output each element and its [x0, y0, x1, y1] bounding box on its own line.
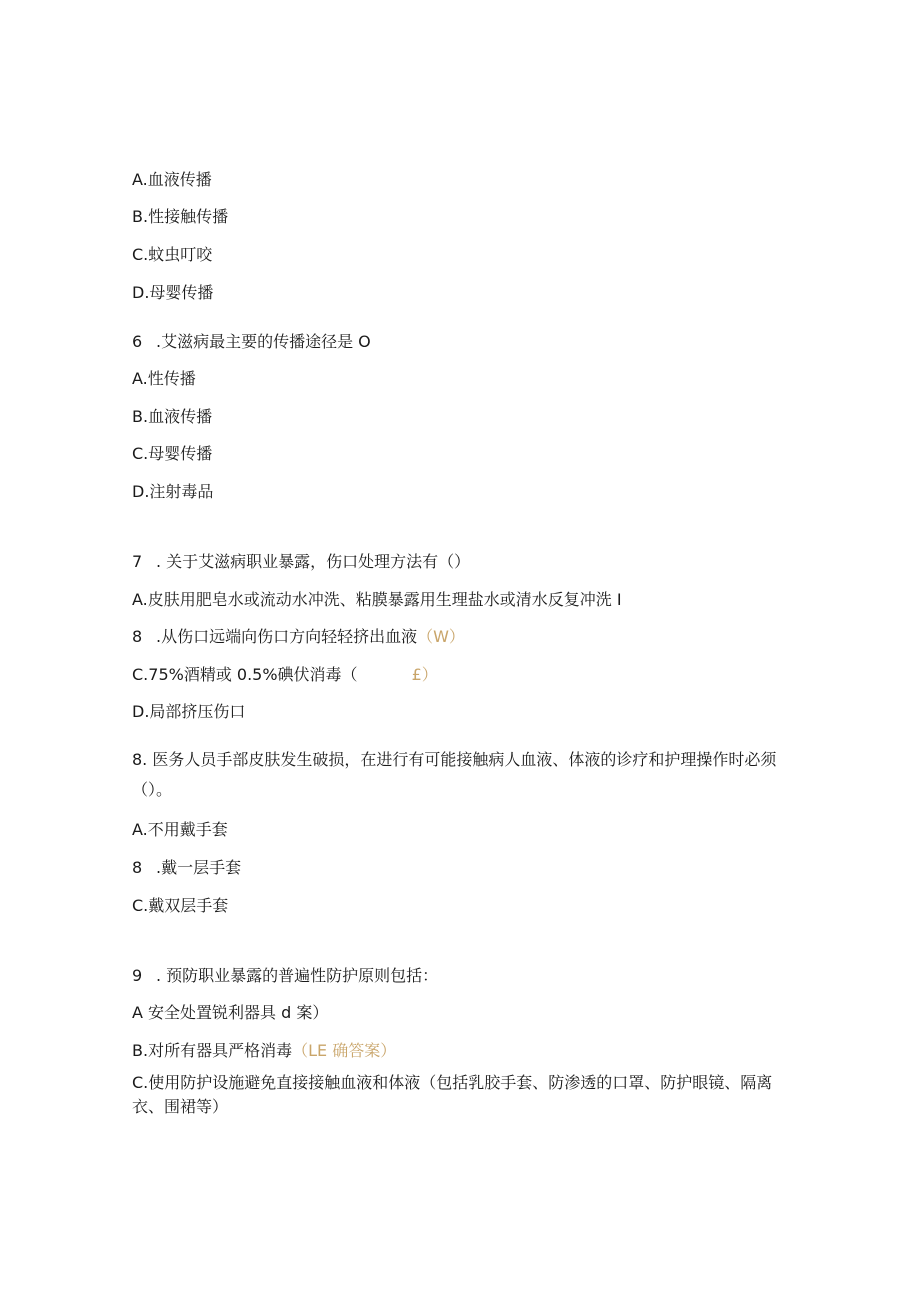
q9-option-a: A 安全处置锐利器具 d 案） — [132, 1003, 329, 1022]
q7-option-b-number: 8 — [132, 627, 143, 646]
q6-number: 6 — [132, 332, 143, 351]
q5-option-a: A.血液传播 — [132, 170, 212, 189]
q7-option-c-text: C.75%酒精或 0.5%碘伏消毒（ — [132, 665, 358, 684]
q8-option-b-number: 8 — [132, 858, 143, 877]
q9-option-b-text: B.对所有器具严格消毒 — [132, 1041, 293, 1060]
q9-number: 9 — [132, 966, 143, 985]
q9-option-b — [132, 1041, 396, 1061]
q7-option-c — [132, 665, 438, 685]
q8-option-b-text: .戴一层手套 — [156, 858, 242, 877]
q6-option-a: A.性传播 — [132, 369, 196, 388]
q9-question — [132, 966, 438, 986]
q8-question: 8. 医务人员手部皮肤发生破损，在进行有可能接触病人血液、体液的诊疗和护理操作时必须（）。 — [132, 750, 777, 799]
q6-option-c: C.母婴传播 — [132, 444, 213, 463]
q5-option-d: D.母婴传播 — [132, 283, 214, 302]
q5-option-c: C.蚊虫叮咬 — [132, 245, 213, 264]
q7-option-b — [132, 627, 465, 647]
q8-option-b — [132, 858, 241, 878]
q9-option-c: C.使用防护设施避免直接接触血液和体液（包括乳胶手套、防渗透的口罩、防护眼镜、隔离衣、围裙等） — [132, 1073, 773, 1116]
q9-option-b-answer-mark: （LE 确答案） — [292, 1041, 397, 1060]
q6-option-d: D.注射毒品 — [132, 482, 214, 501]
q7-number: 7 — [132, 552, 143, 571]
q8-option-a: A.不用戴手套 — [132, 820, 228, 839]
q6-question — [132, 332, 371, 352]
q6-option-b: B.血液传播 — [132, 407, 213, 426]
q8-option-c: C.戴双层手套 — [132, 896, 229, 915]
q7-option-b-text: .从伤口远端向伤口方向轻轻挤出血液 — [156, 627, 418, 646]
q5-option-b: B.性接触传播 — [132, 207, 229, 226]
q7-option-a: A.皮肤用肥皂水或流动水冲洗、粘膜暴露用生理盐水或清水反复冲洗 I — [132, 590, 622, 609]
q6-text: .艾滋病最主要的传播途径是 O — [156, 332, 371, 351]
q7-question — [132, 552, 470, 572]
q9-text: . 预防职业暴露的普遍性防护原则包括： — [156, 966, 439, 985]
q7-option-c-answer-mark: £） — [411, 665, 438, 684]
q7-text: . 关于艾滋病职业暴露，伤口处理方法有（） — [156, 552, 471, 571]
q7-option-b-answer-mark: （W） — [417, 627, 465, 646]
q7-option-d: D.局部挤压伤口 — [132, 702, 246, 721]
